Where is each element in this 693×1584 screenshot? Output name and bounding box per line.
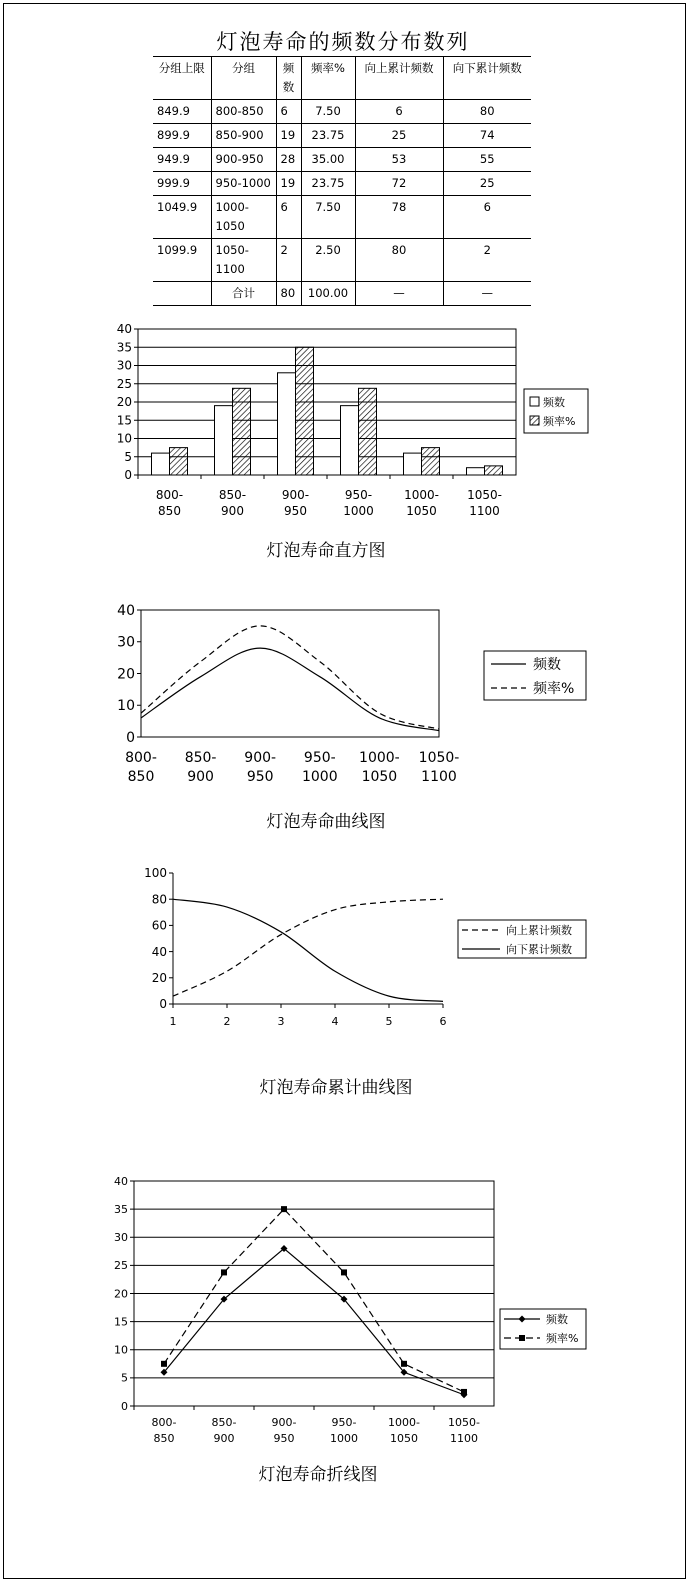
curve-x-tick-label: 950	[246, 769, 274, 785]
cell-frequency: 19	[276, 124, 301, 148]
cumulative-chart-title: 灯泡寿命累计曲线图	[259, 1078, 413, 1098]
curve-chart-title: 灯泡寿命曲线图	[266, 812, 386, 832]
curve-x-tick-label: 1100	[421, 769, 457, 785]
cumulative-x-tick-label: 5	[385, 1015, 393, 1028]
histogram-x-tick-label: 1100	[469, 504, 500, 518]
histogram-bar-frequency	[278, 373, 296, 475]
polyline-point-rate	[281, 1206, 287, 1212]
histogram-legend-swatch-rate	[530, 416, 539, 425]
histogram-bar-rate	[485, 466, 503, 475]
histogram-x-tick-label: 950	[284, 504, 307, 518]
histogram-bar-rate	[170, 448, 188, 475]
cell-upper-limit: 1049.9	[153, 196, 211, 239]
histogram-bar-frequency	[152, 453, 170, 475]
curve-legend-label-rate: 频率%	[533, 681, 575, 697]
cumulative-y-tick-label: 100	[144, 866, 167, 881]
histogram-y-tick-label: 10	[116, 431, 132, 446]
cell-cum-down: 55	[443, 148, 531, 172]
polyline-x-tick-label: 900	[213, 1432, 235, 1445]
polyline-y-tick-label: 30	[114, 1231, 128, 1245]
cell-group: 合计	[211, 282, 276, 306]
cell-group: 900-950	[211, 148, 276, 172]
polyline-legend-marker-rate	[519, 1335, 525, 1341]
cell-upper-limit: 1099.9	[153, 239, 211, 282]
histogram-bar-rate	[296, 347, 314, 475]
cumulative-y-tick-label: 40	[151, 944, 167, 959]
cell-group: 800-850	[211, 100, 276, 124]
cell-rate: 2.50	[301, 239, 355, 282]
curve-x-tick-label: 900-	[244, 750, 277, 766]
cell-cum-down: 2	[443, 239, 531, 282]
curve-x-tick-label: 1050-	[418, 750, 460, 766]
polyline-y-tick-label: 10	[114, 1343, 128, 1357]
polyline-y-tick-label: 15	[114, 1315, 128, 1329]
cumulative-legend-label-downward: 向下累计频数	[506, 943, 572, 956]
polyline-chart-title: 灯泡寿命折线图	[258, 1465, 378, 1485]
cell-upper-limit: 949.9	[153, 148, 211, 172]
polyline-y-tick-label: 40	[114, 1174, 128, 1188]
polyline-x-tick-label: 850	[153, 1432, 175, 1445]
cell-cum-down: 6	[443, 196, 531, 239]
histogram-x-tick-label: 850	[158, 504, 181, 518]
cell-upper-limit: 899.9	[153, 124, 211, 148]
cumulative-y-tick-label: 60	[151, 918, 167, 933]
cell-group: 950-1000	[211, 172, 276, 196]
cumulative-line-upward	[173, 899, 443, 996]
cell-upper-limit: 849.9	[153, 100, 211, 124]
cell-cum-down: —	[443, 282, 531, 306]
curve-x-tick-label: 900	[187, 769, 214, 785]
polyline-y-tick-label: 5	[121, 1371, 128, 1385]
curve-x-tick-label: 1000	[301, 769, 338, 785]
cell-frequency: 2	[276, 239, 301, 282]
cell-cum-up: —	[355, 282, 443, 306]
cell-cum-up: 72	[355, 172, 443, 196]
cell-frequency: 19	[276, 172, 301, 196]
curve-x-tick-label: 850-	[184, 750, 217, 766]
cell-cum-up: 80	[355, 239, 443, 282]
histogram-x-tick-label: 900-	[281, 488, 310, 502]
cumulative-y-tick-label: 0	[159, 997, 167, 1012]
cell-rate: 7.50	[301, 100, 355, 124]
cumulative-x-tick-label: 6	[439, 1015, 447, 1028]
cell-frequency: 6	[276, 196, 301, 239]
cumulative-x-tick-label: 1	[169, 1015, 177, 1028]
polyline-y-tick-label: 35	[114, 1202, 128, 1216]
histogram-bar-frequency	[404, 453, 422, 475]
polyline-x-tick-label: 1100	[450, 1432, 478, 1445]
histogram-y-tick-label: 15	[116, 413, 132, 428]
cell-group: 850-900	[211, 124, 276, 148]
polyline-x-tick-label: 800-	[151, 1416, 177, 1429]
cell-frequency: 28	[276, 148, 301, 172]
cumulative-line-downward	[173, 899, 443, 1001]
histogram-bar-frequency	[341, 406, 359, 475]
polyline-x-tick-label: 1050-	[448, 1416, 480, 1429]
histogram-x-tick-label: 1050-	[467, 488, 502, 502]
curve-legend-label-frequency: 频数	[533, 657, 561, 673]
header-rate: 频率%	[301, 57, 355, 100]
histogram-bar-frequency	[467, 468, 485, 475]
cumulative-y-tick-label: 20	[151, 971, 167, 985]
cumulative-legend-label-upward: 向上累计频数	[506, 924, 572, 937]
histogram-legend-swatch-frequency	[530, 397, 539, 406]
cell-group: 1050-1100	[211, 239, 276, 282]
header-cum-up: 向上累计频数	[355, 57, 443, 100]
cell-cum-up: 25	[355, 124, 443, 148]
histogram-title: 灯泡寿命直方图	[266, 541, 386, 561]
histogram-y-tick-label: 25	[116, 376, 132, 391]
cell-cum-down: 74	[443, 124, 531, 148]
histogram-x-tick-label: 1000	[343, 504, 374, 518]
curve-x-tick-label: 800-	[125, 750, 157, 766]
cell-rate: 35.00	[301, 148, 355, 172]
cell-frequency: 80	[276, 282, 301, 306]
table-title: 灯泡寿命的频数分布数列	[216, 30, 470, 54]
histogram-x-tick-label: 950-	[344, 488, 373, 502]
cell-cum-down: 80	[443, 100, 531, 124]
histogram-legend-label-rate: 频率%	[543, 415, 576, 428]
polyline-x-tick-label: 850-	[211, 1416, 237, 1429]
cell-rate: 7.50	[301, 196, 355, 239]
curve-y-tick-label: 10	[117, 698, 135, 715]
polyline-y-tick-label: 0	[121, 1399, 128, 1413]
histogram-x-tick-label: 1000-	[404, 488, 439, 502]
histogram-x-tick-label: 900	[221, 504, 244, 518]
cell-rate: 23.75	[301, 124, 355, 148]
polyline-point-rate	[341, 1269, 347, 1275]
cumulative-y-tick-label: 80	[151, 892, 167, 907]
histogram-y-tick-label: 40	[116, 322, 132, 337]
histogram-bar-rate	[422, 448, 440, 475]
polyline-x-tick-label: 900-	[271, 1416, 297, 1429]
histogram-y-tick-label: 20	[116, 395, 132, 410]
cumulative-x-tick-label: 3	[277, 1015, 285, 1028]
cumulative-x-tick-label: 2	[223, 1015, 231, 1028]
header-cum-down: 向下累计频数	[443, 57, 531, 100]
header-upper-limit: 分组上限	[153, 57, 211, 100]
polyline-point-rate	[161, 1361, 167, 1367]
histogram-bar-rate	[233, 388, 251, 475]
cell-cum-up: 6	[355, 100, 443, 124]
polyline-y-tick-label: 25	[114, 1259, 128, 1273]
polyline-point-rate	[221, 1269, 227, 1275]
curve-plot-area	[141, 610, 439, 737]
curve-x-tick-label: 850	[127, 769, 155, 785]
cell-group: 1000-1050	[211, 196, 276, 239]
curve-x-tick-label: 1000-	[359, 750, 400, 766]
curve-y-tick-label: 40	[117, 602, 135, 619]
cell-cum-up: 53	[355, 148, 443, 172]
histogram-y-tick-label: 30	[116, 358, 132, 373]
histogram-x-tick-label: 850-	[218, 488, 247, 502]
histogram-y-tick-label: 35	[116, 340, 132, 355]
curve-x-tick-label: 1050	[361, 769, 398, 785]
polyline-x-tick-label: 1050	[390, 1432, 418, 1445]
histogram-legend-label-frequency: 频数	[543, 396, 565, 409]
cell-frequency: 6	[276, 100, 301, 124]
cell-cum-down: 25	[443, 172, 531, 196]
cell-rate: 23.75	[301, 172, 355, 196]
polyline-y-tick-label: 20	[114, 1287, 128, 1301]
polyline-x-tick-label: 1000	[330, 1432, 358, 1445]
polyline-legend-label-frequency: 频数	[546, 1313, 568, 1326]
histogram-x-tick-label: 800-	[155, 488, 184, 502]
histogram-y-tick-label: 5	[124, 449, 132, 464]
histogram-bar-frequency	[215, 406, 233, 475]
cumulative-x-tick-label: 4	[331, 1015, 339, 1028]
polyline-x-tick-label: 950	[273, 1432, 295, 1445]
polyline-point-rate	[461, 1389, 467, 1395]
cell-upper-limit: 999.9	[153, 172, 211, 196]
cell-cum-up: 78	[355, 196, 443, 239]
cell-rate: 100.00	[301, 282, 355, 306]
histogram-y-tick-label: 0	[124, 468, 132, 483]
polyline-x-tick-label: 1000-	[388, 1416, 420, 1429]
curve-y-tick-label: 20	[117, 666, 135, 683]
histogram-x-tick-label: 1050	[406, 504, 437, 518]
histogram-bar-rate	[359, 388, 377, 475]
curve-x-tick-label: 950-	[303, 750, 336, 766]
curve-y-tick-label: 30	[117, 634, 135, 651]
polyline-legend-label-rate: 频率%	[546, 1332, 579, 1345]
polyline-x-tick-label: 950-	[331, 1416, 357, 1429]
polyline-point-rate	[401, 1361, 407, 1367]
curve-y-tick-label: 0	[126, 729, 135, 746]
header-group: 分组	[211, 57, 276, 100]
header-frequency: 频数	[276, 57, 301, 100]
